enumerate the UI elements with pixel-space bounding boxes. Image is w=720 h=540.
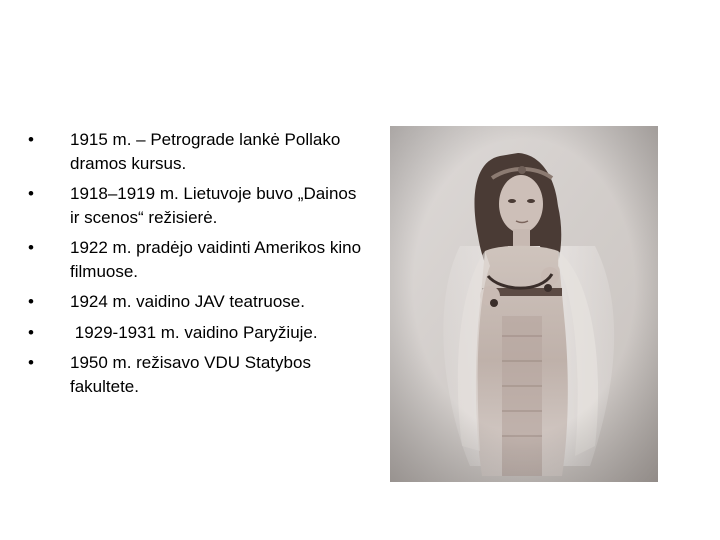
bullet-marker: • <box>28 184 34 203</box>
bullet-item <box>28 321 368 345</box>
portrait-photo <box>390 126 658 482</box>
bullet-marker: • <box>28 353 34 372</box>
portrait-illustration <box>390 126 658 482</box>
bullet-marker: • <box>28 238 34 257</box>
bullet-text: 1929-1931 m. vaidino Paryžiuje. <box>70 322 318 342</box>
bullet-text: 1918–1919 m. Lietuvoje buvo „Dainos ir scenos“ režisierė. <box>70 184 357 227</box>
bullet-marker: • <box>28 322 34 342</box>
bullet-text: 1915 m. – Petrograde lankė Pollako dramos kursus. <box>70 130 341 173</box>
bullet-marker: • <box>28 130 34 149</box>
bullet-item <box>28 290 368 314</box>
bullet-text: 1924 m. vaidino JAV teatruose. <box>70 292 305 311</box>
bullet-text: 1950 m. režisavo VDU Statybos fakultete. <box>70 353 311 396</box>
bullet-marker: • <box>28 292 34 311</box>
bullet-text: 1922 m. pradėjo vaidinti Amerikos kino filmuose. <box>70 238 362 281</box>
bullet-item <box>28 236 368 283</box>
bullet-item <box>28 128 368 175</box>
bullet-item <box>28 182 368 229</box>
bullet-item <box>28 351 368 398</box>
bullet-list <box>28 128 368 405</box>
